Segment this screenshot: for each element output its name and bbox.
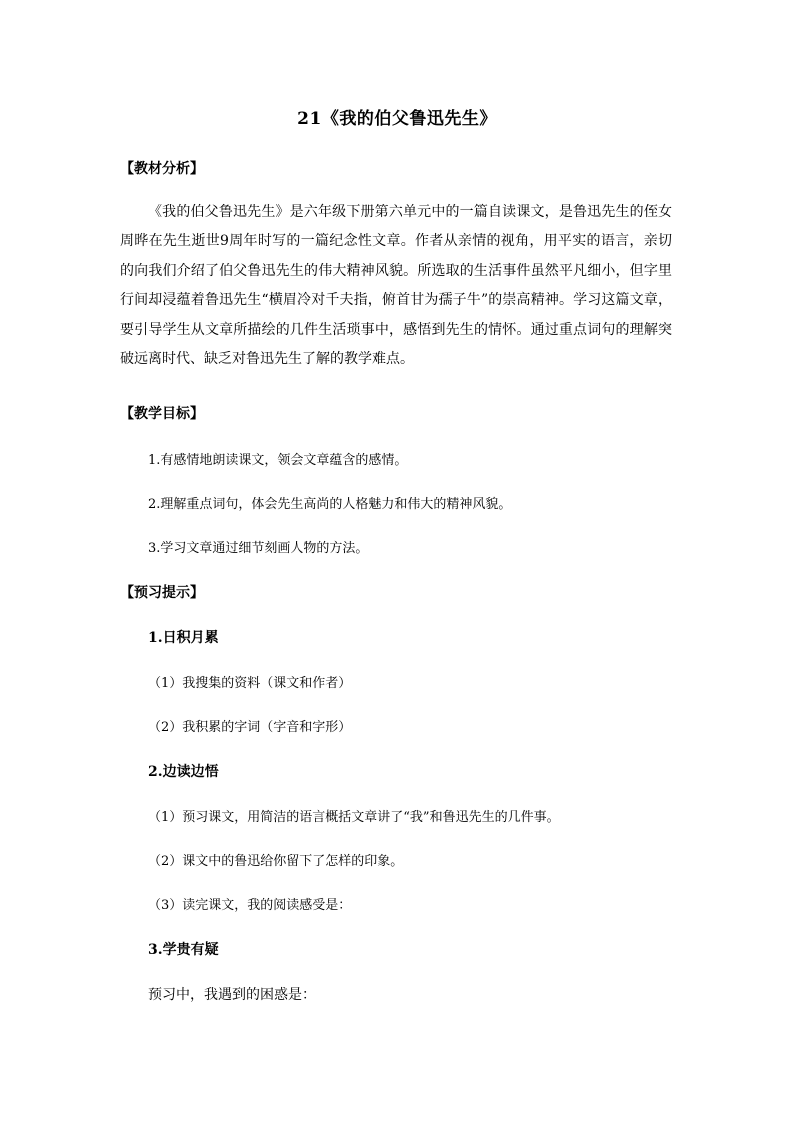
preview-part1-item: （1）我搜集的资料（课文和作者） (148, 676, 352, 691)
preview-part3-title: 3.学贵有疑 (148, 942, 219, 958)
preview-part1-title: 1.日积月累 (148, 630, 219, 646)
analysis-paragraph: 《我的伯父鲁迅先生》是六年级下册第六单元中的一篇自读课文，是鲁迅先生的侄女周晔在先生逝世9周年时写的一篇纪念性文章。作者从亲情的视角，用平实的语言，亲切的向我们介绍了伯父鲁迅先生的伟大精神风貌。所选取的生活事件虽然平凡细小，但字里行间却浸蕴着鲁迅先生“横眉冷对千夫指，俯首甘为孺子牛”的崇高精神。学习这篇文章，要引导学生从文章所描绘的几件生活琐事中，感悟到先生的情怀。通过重点词句的理解突破远离时代、缺乏对鲁迅先生了解的教学难点。 (120, 204, 672, 368)
section-heading-analysis: 【教材分析】 (120, 161, 204, 177)
preview-part3-text: 预习中，我遇到的困惑是： (148, 987, 316, 1003)
preview-part2-item: （2）课文中的鲁迅给你留下了怎样的印象。 (148, 854, 404, 869)
page-title: 21《我的伯父鲁迅先生》 (297, 109, 497, 129)
section-heading-goals: 【教学目标】 (120, 406, 204, 422)
goal-item: 2.理解重点词句，体会先生高尚的人格魅力和伟大的精神风貌。 (148, 497, 512, 512)
goal-item: 1.有感情地朗读课文，领会文章蕴含的感情。 (148, 453, 408, 468)
goal-item: 3.学习文章通过细节刻画人物的方法。 (148, 541, 369, 556)
preview-part2-title: 2.边读边悟 (148, 764, 219, 780)
section-heading-preview: 【预习提示】 (120, 585, 204, 601)
preview-part1-item: （2）我积累的字词（字音和字形） (148, 720, 352, 735)
preview-part2-item: （3）读完课文，我的阅读感受是： (148, 898, 352, 913)
preview-part2-item: （1）预习课文，用简洁的语言概括文章讲了“我”和鲁迅先生的几件事。 (148, 810, 560, 825)
